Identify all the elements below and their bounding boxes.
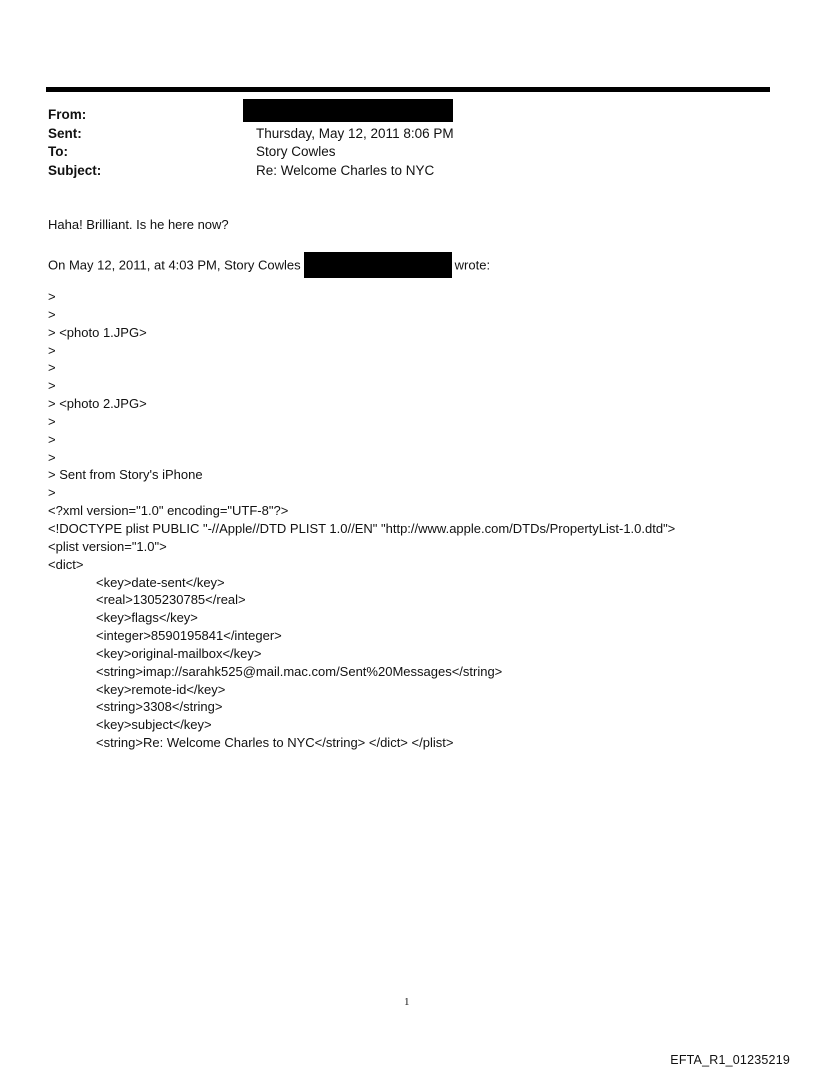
to-row <box>48 143 748 162</box>
quoted-line: > <box>48 413 56 429</box>
quoted-line: > Sent from Story's iPhone <box>48 467 203 483</box>
plist-line: <key>subject</key> <box>96 717 212 733</box>
plist-line: <key>original-mailbox</key> <box>96 645 262 661</box>
doctype-line: <!DOCTYPE plist PUBLIC "-//Apple//DTD PLIST 1.0//EN" "http://www.apple.com/DTDs/PropertyList-1.0.dtd"> <box>48 520 676 536</box>
plist-line: <string>Re: Welcome Charles to NYC</string> </dict> </plist> <box>96 735 454 751</box>
email-header <box>48 106 748 180</box>
plist-line: <real>1305230785</real> <box>96 592 246 608</box>
quoted-line: > <box>48 289 56 304</box>
attribution-text: On May 12, 2011, at 4:03 PM, Story Cowles <box>48 257 301 273</box>
quoted-line: > <box>48 485 56 501</box>
sent-label: Sent: <box>48 125 82 141</box>
plist-open: <plist version="1.0"> <box>48 538 167 554</box>
quoted-message <box>48 288 675 752</box>
sent-value: Thursday, May 12, 2011 8:06 PM <box>256 125 454 141</box>
redaction-block-email <box>304 252 452 278</box>
page-number: 1 <box>404 996 410 1008</box>
plist-line: <integer>8590195841</integer> <box>96 628 282 644</box>
subject-label: Subject: <box>48 162 102 178</box>
plist-line: <string>3308</string> <box>96 699 223 715</box>
quoted-line: > <box>48 342 56 358</box>
quoted-line: > <photo 2.JPG> <box>48 396 147 412</box>
subject-row <box>48 162 748 181</box>
document-id: EFTA_R1_01235219 <box>670 1053 790 1067</box>
sent-row <box>48 125 748 144</box>
quoted-line: > <box>48 431 56 447</box>
reply-text: Haha! Brilliant. Is he here now? <box>48 217 229 232</box>
xml-declaration: <?xml version="1.0" encoding="UTF-8"?> <box>48 503 289 519</box>
from-row <box>48 106 748 125</box>
to-label: To: <box>48 144 68 159</box>
subject-value: Re: Welcome Charles to NYC <box>256 162 435 178</box>
plist-line: <key>flags</key> <box>96 610 198 626</box>
header-rule <box>46 87 770 92</box>
quoted-line: > <photo 1.JPG> <box>48 324 147 340</box>
quote-attribution <box>48 253 490 279</box>
from-label: From: <box>48 107 87 122</box>
dict-open: <dict> <box>48 556 84 572</box>
plist-line: <string>imap://sarahk525@mail.mac.com/Sent%20Messages</string> <box>96 663 503 679</box>
plist-line: <key>date-sent</key> <box>96 574 225 590</box>
quoted-line: > <box>48 378 56 394</box>
plist-line: <key>remote-id</key> <box>96 681 226 697</box>
to-value: Story Cowles <box>256 144 336 159</box>
attribution-wrote: wrote: <box>454 257 491 273</box>
quoted-line: > <box>48 360 56 376</box>
quoted-line: > <box>48 449 56 465</box>
quoted-line: > <box>48 306 56 322</box>
